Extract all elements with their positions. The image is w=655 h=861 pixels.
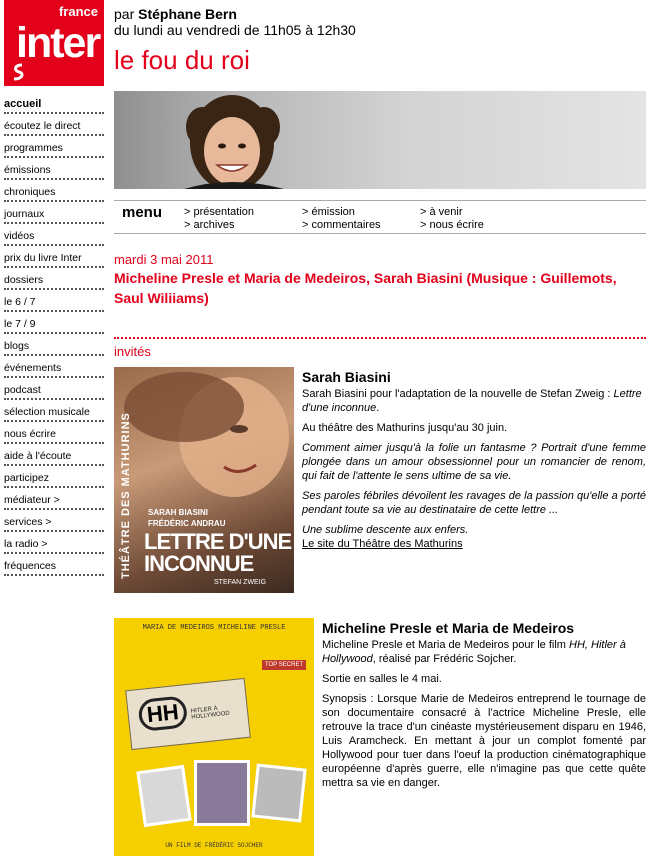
france-inter-logo[interactable] — [4, 0, 104, 86]
menu-column-3 — [420, 206, 484, 232]
poster1-author: STEFAN ZWEIG — [214, 579, 267, 586]
episode-headline: Micheline Presle et Maria de Medeiros, Sarah Biasini (Musique : Guillemots, Saul Wiliiams) — [114, 270, 617, 306]
sidebar-nav — [4, 92, 104, 576]
poster1-theatre-vertical: THÉÂTRE DES MATHURINS — [120, 412, 132, 579]
poster2-photo-2 — [194, 760, 250, 826]
sidebar-item-17[interactable]: aide à l'écoute — [4, 444, 104, 466]
guest-sarah-biasini: Sarah Biasini Sarah Biasini pour l'adaptation de la nouvelle de Stefan Zweig : Lettre d'une inconnue. Au théâtre des Mathurins jusqu'au 30 juin. Comment aimer jusqu'à la folie un fantasme ? Portrait d'une femme plongée dans un amour obsessionnel pour un romancier de renom, qui fait de l'attente le sens ultime de sa vie. Ses paroles fébriles dévoilent les ravages de la passion qu'elle a porté pendant toute sa vie au destinataire de cette lettre ... Une sublime descente aux enfers. Le site du Théâtre des Mathurins — [302, 369, 646, 550]
menu-link-a-venir[interactable]: > à venir — [420, 206, 463, 218]
sidebar-item-16[interactable]: nous écrire — [4, 422, 104, 444]
poster2-badge: TOP SECRET — [262, 660, 306, 670]
guest-name: Sarah Biasini — [302, 369, 391, 385]
sidebar-item-3[interactable]: programmes — [4, 136, 104, 158]
menu-link-archives[interactable]: > archives — [184, 219, 235, 231]
poster2-photo-3 — [251, 764, 306, 823]
guest-micheline-presle-maria-de-medeiros: Micheline Presle et Maria de Medeiros Micheline Presle et Maria de Medeiros pour le film HH, Hitler à Hollywood, réalisé par Frédéric Sojcher. Sortie en salles le 4 mai. Synopsis : Lorsque Marie de Medeiros entreprend le tournage de son documentaire consacré à l'actrice Micheline Presle, elle retrouve la trace d'un cinéaste mystérieusement disparu en 1946, Luis Aramcheck. En mettant à jour un complot fomenté par Hollywood pour tuer dans l'oeuf la production cinématographique européenne d'après guerre, elle n'imagine pas que cette quête mettra sa vie en danger. — [322, 620, 646, 789]
sidebar-item-13[interactable]: événements — [4, 356, 104, 378]
show-menu-bar — [114, 200, 646, 234]
poster2-photo-1 — [136, 765, 191, 827]
sidebar-item-10[interactable]: le 6 / 7 — [4, 290, 104, 312]
byline: par Stéphane Bern — [114, 6, 237, 22]
host-name: Stéphane Bern — [138, 6, 237, 22]
sidebar-item-19[interactable]: médiateur > — [4, 488, 104, 510]
show-title: le fou du roi — [114, 45, 250, 75]
menu-label: menu — [122, 204, 163, 221]
sidebar-item-12[interactable]: blogs — [4, 334, 104, 356]
poster1-cast: SARAH BIASINI FRÉDÉRIC ANDRAU — [148, 508, 226, 528]
sidebar-item-21[interactable]: la radio > — [4, 532, 104, 554]
schedule: du lundi au vendredi de 11h05 à 12h30 — [114, 22, 356, 38]
menu-link-commentaires[interactable]: > commentaires — [302, 219, 381, 231]
menu-link-nous-ecrire[interactable]: > nous écrire — [420, 219, 484, 231]
menu-link-presentation[interactable]: > présentation — [184, 206, 255, 218]
poster-lettre-d-une-inconnue — [114, 367, 294, 593]
logo-swirl-icon — [10, 62, 26, 82]
show-header — [114, 6, 356, 38]
sidebar-item-18[interactable]: participez — [4, 466, 104, 488]
guest-name: Micheline Presle et Maria de Medeiros — [322, 620, 575, 636]
sidebar-item-14[interactable]: podcast — [4, 378, 104, 400]
sidebar-item-5[interactable]: chroniques — [4, 180, 104, 202]
sidebar-item-7[interactable]: vidéos — [4, 224, 104, 246]
sidebar-item-9[interactable]: dossiers — [4, 268, 104, 290]
logo-inter-text: inter — [16, 19, 100, 67]
menu-column-2 — [302, 206, 381, 232]
menu-link-emission[interactable]: > émission — [302, 206, 355, 218]
sidebar-item-22[interactable]: fréquences — [4, 554, 104, 576]
poster2-bottom-line: UN FILM DE FRÉDÉRIC SOJCHER — [165, 842, 263, 849]
poster2-top-line: MARIA DE MEDEIROS MICHELINE PRESLE — [142, 624, 286, 632]
sidebar-item-1[interactable]: accueil — [4, 92, 104, 114]
section-title-invites: invités — [114, 344, 151, 359]
host-banner-image — [114, 91, 646, 189]
logo-france-text: france — [58, 4, 98, 19]
poster1-title: LETTRE D'UNE INCONNUE — [144, 529, 292, 576]
sidebar-item-15[interactable]: sélection musicale — [4, 400, 104, 422]
sidebar-item-6[interactable]: journaux — [4, 202, 104, 224]
sidebar-item-4[interactable]: émissions — [4, 158, 104, 180]
poster2-envelope: HH HITLER À HOLLYWOOD — [125, 678, 251, 750]
theatre-website-link[interactable]: Le site du Théâtre des Mathurins — [302, 538, 463, 550]
menu-column-1 — [184, 206, 254, 232]
poster-hh-hitler-a-hollywood — [114, 618, 314, 856]
sidebar-item-2[interactable]: écoutez le direct — [4, 114, 104, 136]
sidebar-item-11[interactable]: le 7 / 9 — [4, 312, 104, 334]
sidebar-item-8[interactable]: prix du livre Inter — [4, 246, 104, 268]
section-divider — [114, 337, 646, 339]
episode-date: mardi 3 mai 2011 — [114, 252, 214, 267]
sidebar-item-20[interactable]: services > — [4, 510, 104, 532]
